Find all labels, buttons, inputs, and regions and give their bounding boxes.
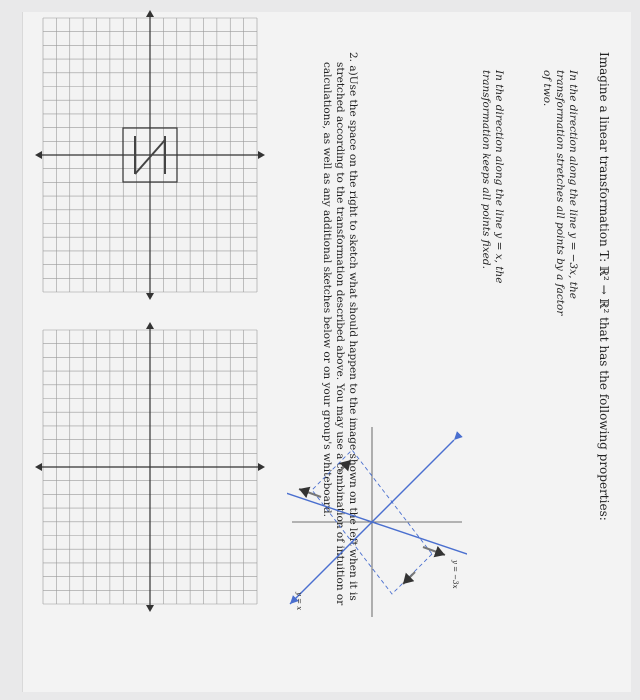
eigen-direction-diagram [287,422,467,622]
label-y-x: y = x [295,592,303,611]
source-image-grid [35,10,265,300]
label-y-neg3x: y = −3x [451,560,459,589]
instruction-line1: 2. a)Use the space on the right to sketch what should happen to the image shown on the left when it is [347,52,359,601]
property2-line1: In the direction along the line y = x, the [493,70,505,284]
arrowhead [146,322,154,329]
stretch-arrow-top [423,547,445,555]
arrowhead [258,463,265,471]
arrowhead [146,10,154,17]
property1-line1: In the direction along the line y = −3x, the [567,70,579,299]
property2-line2: transformation keeps all points fixed. [480,70,492,269]
stretch-arrow-bottom [299,489,321,497]
arrowhead [35,151,42,159]
instruction-line2: stretched according to the transformation described above. You may use a combination of intuition or [334,62,346,606]
property-fixed [479,70,505,370]
fixed-arrow-left [339,460,351,472]
arrowhead [146,605,154,612]
sketch-grid [35,322,265,612]
arrowhead [35,463,42,471]
instruction-line3: calculations, as well as any additional sketches below or on your group's whiteboard. [321,62,333,517]
problem-title: Imagine a linear transformation T: ℝ² → ℝ² that has the following properties: [597,52,611,521]
arrowhead [258,151,265,159]
instruction-text [320,52,359,606]
property1-line2: transformation stretches all points by a factor [554,70,566,316]
property1-line3: of two. [541,70,553,107]
property-stretch [540,70,579,370]
fixed-arrow-right [403,572,415,584]
arrowhead [146,293,154,300]
